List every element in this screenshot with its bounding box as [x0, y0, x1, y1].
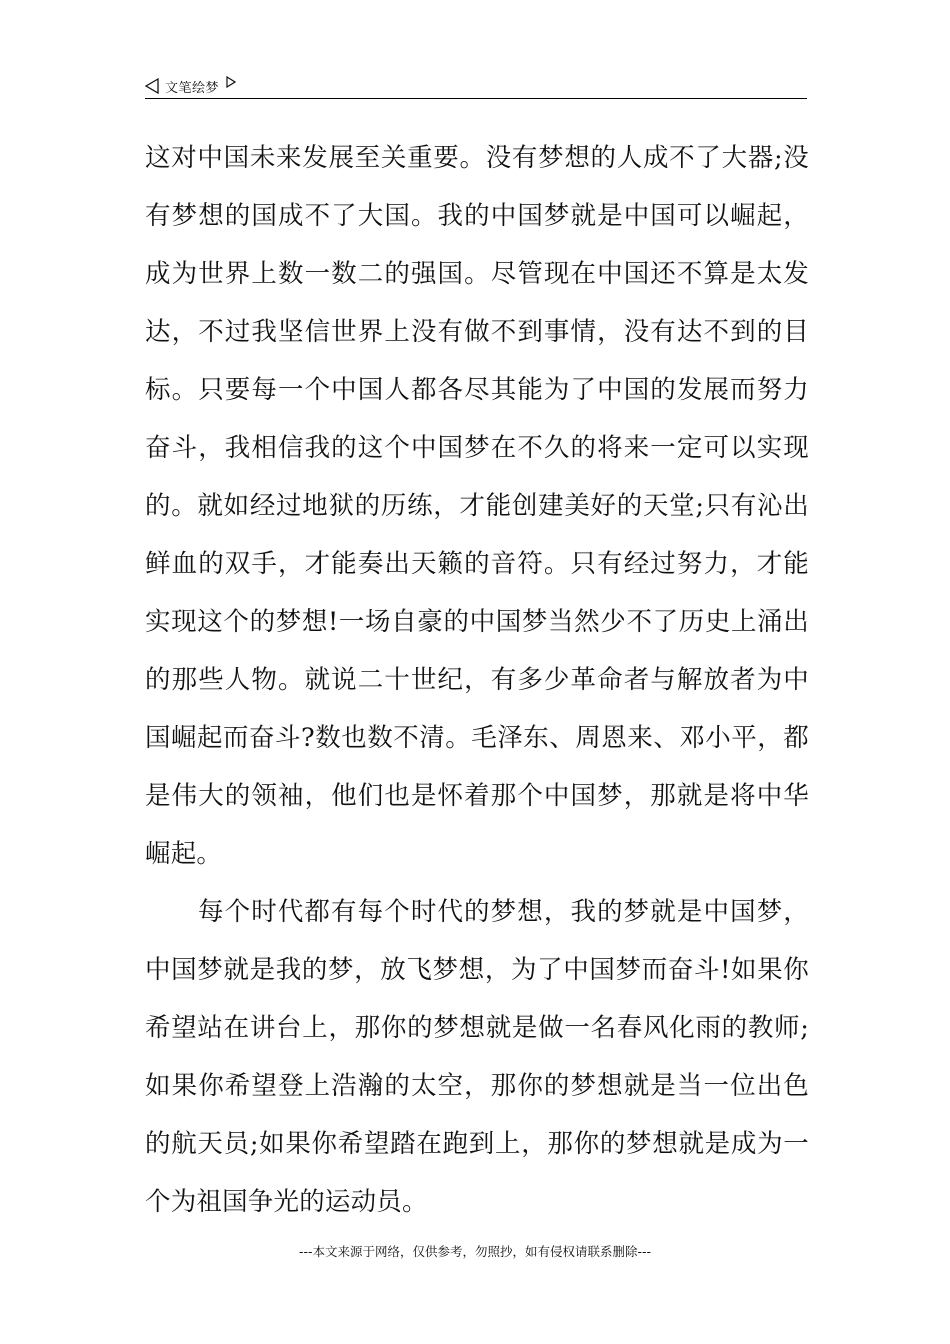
- page-header: [145, 74, 807, 99]
- triangle-left-icon: [145, 78, 159, 94]
- header-title: 文笔绘梦: [165, 80, 220, 96]
- document-body: [145, 129, 809, 1231]
- paragraph-1: 这对中国未来发展至关重要。没有梦想的人成不了大器;没有梦想的国成不了大国。我的中国梦就是中国可以崛起，成为世界上数一数二的强国。尽管现在中国还不算是太发达，不过我坚信世界上没有做不到事情，没有达不到的目标。只要每一个中国人都各尽其能为了中国的发展而努力奋斗，我相信我的这个中国梦在不久的将来一定可以实现的。就如经过地狱的历练，才能创建美好的天堂;只有沁出鲜血的双手，才能奏出天籁的音符。只有经过努力，才能实现这个的梦想!一场自豪的中国梦当然少不了历史上涌出的那些人物。就说二十世纪，有多少革命者与解放者为中国崛起而奋斗?数也数不清。毛泽东、周恩来、邓小平，都是伟大的领袖，他们也是怀着那个中国梦，那就是将中华崛起。: [145, 143, 809, 869]
- paragraph-2: 每个时代都有每个时代的梦想，我的梦就是中国梦，中国梦就是我的梦，放飞梦想，为了中国梦而奋斗!如果你希望站在讲台上，那你的梦想就是做一名春风化雨的教师;如果你希望登上浩瀚的太空，那你的梦想就是当一位出色的航天员;如果你希望踏在跑到上，那你的梦想就是成为一个为祖国争光的运动员。: [145, 897, 809, 1217]
- footer-disclaimer: ---本文来源于网络，仅供参考，勿照抄，如有侵权请联系删除---: [298, 1244, 652, 1259]
- triangle-right-icon: [226, 76, 236, 88]
